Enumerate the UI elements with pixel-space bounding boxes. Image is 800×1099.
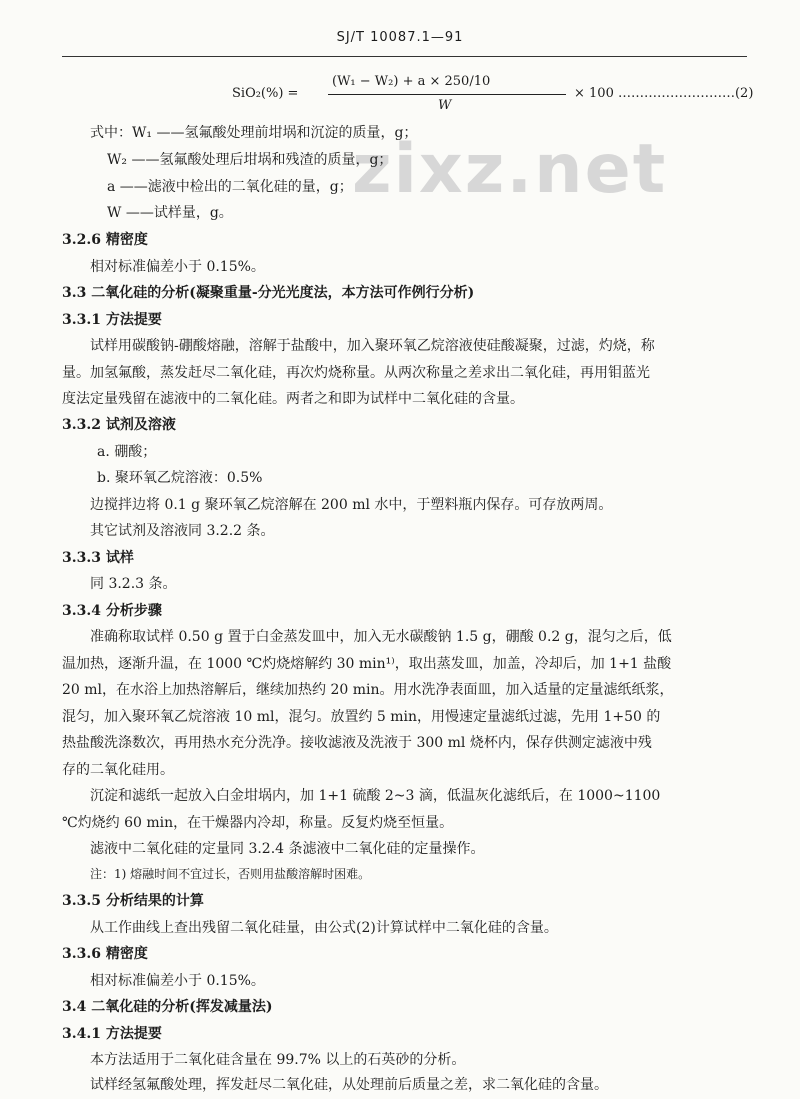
paragraph-line: 沉淀和滤纸一起放入白金坩埚内，加 1+1 硫酸 2~3 滴，低温灰化滤纸后，在 1000~1100 <box>90 788 661 804</box>
paragraph-line: 相对标准偏差小于 0.15%。 <box>90 259 265 275</box>
section-heading: 3.3 二氧化硅的分析(凝聚重量-分光光度法，本方法可作例行分析) <box>62 285 475 301</box>
section-heading: 3.3.6 精密度 <box>62 946 148 962</box>
paragraph-line: 准确称取试样 0.50 g 置于白金蒸发皿中，加入无水碳酸钠 1.5 g，硼酸 0.2 g，混匀之后，低 <box>90 629 672 645</box>
paragraph-line: 试样经氢氟酸处理，挥发赶尽二氧化硅，从处理前后质量之差，求二氧化硅的含量。 <box>90 1077 608 1093</box>
paragraph-line: 边搅拌边将 0.1 g 聚环氧乙烷溶解在 200 ml 水中，于塑料瓶内保存。可存放两周。 <box>90 497 613 513</box>
header-rule <box>62 56 747 57</box>
fraction-bar <box>328 94 566 95</box>
var-w2: W₂ ——氢氟酸处理后坩埚和残渣的质量，g； <box>107 152 393 168</box>
paragraph-line: 同 3.2.3 条。 <box>90 576 177 592</box>
formula <box>232 74 772 118</box>
footnote: 注：1) 熔融时间不宜过长，否则用盐酸溶解时困难。 <box>90 867 371 881</box>
section-heading: 3.3.2 试剂及溶液 <box>62 417 176 433</box>
paragraph-line: 相对标准偏差小于 0.15%。 <box>90 973 265 989</box>
paragraph-line: 本方法适用于二氧化硅含量在 99.7% 以上的石英砂的分析。 <box>90 1052 466 1068</box>
paragraph-line: 量。加氢氟酸，蒸发赶尽二氧化硅，再次灼烧称量。从两次称量之差求出二氧化硅，再用钼蓝光 <box>62 365 650 381</box>
section-heading: 3.3.3 试样 <box>62 550 134 566</box>
list-item: b. 聚环氧乙烷溶液：0.5% <box>97 470 263 486</box>
watermark: zixz.net <box>352 130 668 209</box>
section-heading: 3.4.1 方法提要 <box>62 1026 162 1042</box>
formula-numerator: (W₁ − W₂) + a × 250/10 <box>332 74 491 89</box>
list-item: a. 硼酸； <box>97 444 157 460</box>
formula-tail: × 100 ………………………(2) <box>574 86 754 101</box>
var-a: a ——滤液中检出的二氧化硅的量，g； <box>107 179 353 195</box>
var-w1: 式中：W₁ ——氢氟酸处理前坩埚和沉淀的质量，g； <box>90 125 418 141</box>
section-heading: 3.4 二氧化硅的分析(挥发减量法) <box>62 999 273 1015</box>
var-w: W ——试样量，g。 <box>107 205 233 221</box>
formula-denominator: W <box>438 98 452 113</box>
paragraph-line: 热盐酸洗涤数次，再用热水充分洗净。接收滤液及洗液于 300 ml 烧杯内，保存供测定滤液中残 <box>62 735 652 751</box>
paragraph-line: 从工作曲线上查出残留二氧化硅量，由公式(2)计算试样中二氧化硅的含量。 <box>90 920 558 936</box>
paragraph-line: 存的二氧化硅用。 <box>62 762 174 778</box>
paragraph-line: 20 ml，在水浴上加热溶解后，继续加热约 20 min。用水洗净表面皿，加入适量的定量滤纸纸浆， <box>62 682 674 698</box>
paragraph-line: 混匀，加入聚环氧乙烷溶液 10 ml，混匀。放置约 5 min，用慢速定量滤纸过滤，先用 1+50 的 <box>62 709 661 725</box>
paragraph-line: 温加热，逐渐升温，在 1000 ℃灼烧熔解约 30 min¹⁾，取出蒸发皿，加盖，冷却后，加 1+1 盐酸 <box>62 656 672 672</box>
document-code: SJ/T 10087.1—91 <box>336 30 464 45</box>
paragraph-line: 滤液中二氧化硅的定量同 3.2.4 条滤液中二氧化硅的定量操作。 <box>90 841 485 857</box>
section-heading: 3.3.4 分析步骤 <box>62 603 162 619</box>
section-heading: 3.3.5 分析结果的计算 <box>62 893 204 909</box>
paragraph-line: 度法定量残留在滤液中的二氧化硅。两者之和即为试样中二氧化硅的含量。 <box>62 391 524 407</box>
paragraph-line: 其它试剂及溶液同 3.2.2 条。 <box>90 523 275 539</box>
section-heading: 3.3.1 方法提要 <box>62 312 162 328</box>
formula-lhs: SiO₂(%) = <box>232 86 299 101</box>
section-heading: 3.2.6 精密度 <box>62 232 148 248</box>
paragraph-line: ℃灼烧约 60 min，在干燥器内冷却，称量。反复灼烧至恒量。 <box>62 815 454 831</box>
paragraph-line: 试样用碳酸钠-硼酸熔融，溶解于盐酸中，加入聚环氧乙烷溶液使硅酸凝聚，过滤，灼烧，称 <box>90 338 655 354</box>
